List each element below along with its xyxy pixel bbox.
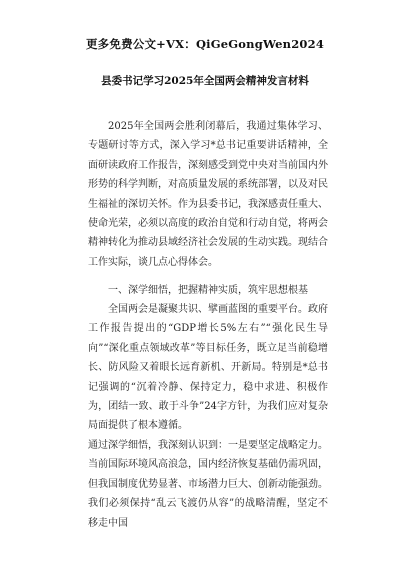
section-heading-1: 一、深学细悟，把握精神实质，筑牢思想根基 <box>108 285 308 296</box>
section-paragraph-2: 通过深学细悟，我深刻认识到：一是要坚定战略定力。当前国际环境风高浪急，国内经济恢复基础仍需巩固，但我国制度优势显著、市场潜力巨大、创新动能强劲。我们必须保持“乱云飞渡仍从容”的战略清醒，坚定不移走中国 <box>88 440 328 529</box>
section-paragraph-block <box>88 300 328 436</box>
section-heading-block <box>88 281 328 300</box>
intro-paragraph: 2025年全国两会胜利闭幕后，我通过集体学习、专题研讨等方式，深入学习*总书记重要讲话精神，全面研读政府工作报告，深刻感受到党中央对当前国内外形势的科学判断，对高质量发展的系统部署，以及对民生福祉的深切关怀。作为县委书记，我深感责任重大、使命光荣，必须以高度的政治自觉和行动自觉，将两会精神转化为推动县域经济社会发展的生动实践。现结合工作实际，谈几点心得体会。 <box>88 121 328 268</box>
section-paragraph-block-2 <box>88 436 328 533</box>
watermark-header: 更多免费公文+VX：QiGeGongWen2024 <box>85 37 325 51</box>
document-title: 县委书记学习2025年全国两会精神发言材料 <box>101 75 309 87</box>
section-paragraph-1: 全国两会是凝聚共识、擘画蓝图的重要平台。政府工作报告提出的“GDP增长5%左右”“强化民生导向”“深化重点领域改革”等目标任务，既立足当前稳增长、防风险又着眼长远育新机、开新局。特别是*总书记强调的“沉着冷静、保持定力，稳中求进、积极作为，团结一致、敢于斗争”24字方针，为我们应对复杂局面提供了根本遵循。 <box>88 304 328 432</box>
intro-paragraph-block <box>88 117 328 272</box>
